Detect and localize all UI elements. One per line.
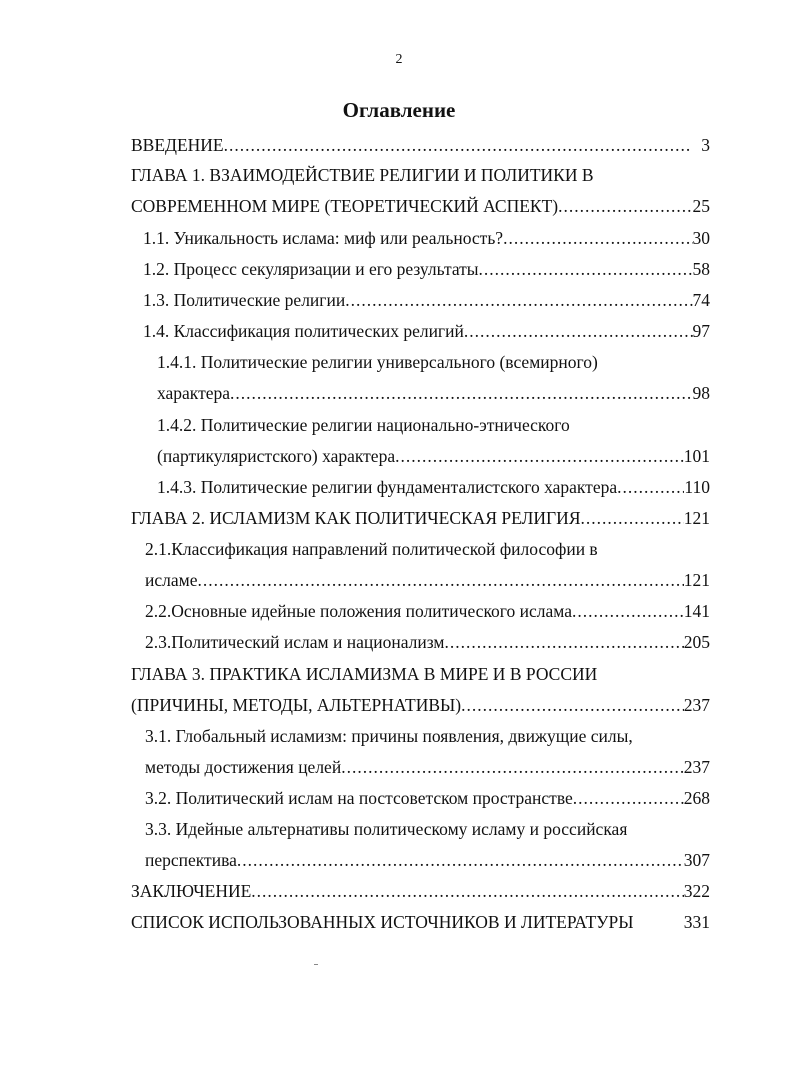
- toc-entry-page: 268: [683, 788, 710, 808]
- toc-entry-page: 121: [683, 508, 710, 528]
- toc-entry-1-4-3[interactable]: [157, 477, 710, 498]
- toc-entry-page: 74: [692, 290, 710, 310]
- toc-entry-text: 1.4.2. Политические религии национально-этнического: [157, 415, 570, 435]
- toc-entry-text: (партикуляристского) характера: [157, 446, 396, 466]
- toc-entry-text: 1.4. Классификация политических религий: [143, 321, 464, 341]
- toc-entry-1-4-2[interactable]: [157, 415, 570, 436]
- toc-entry-page: 97: [692, 321, 710, 341]
- toc-entry-conclusion[interactable]: [131, 881, 710, 902]
- leader-dots: [503, 228, 692, 249]
- toc-entry-text: ГЛАВА 1. ВЗАИМОДЕЙСТВИЕ РЕЛИГИИ И ПОЛИТИКИ В: [131, 165, 594, 185]
- toc-entry-page: 58: [692, 259, 710, 279]
- toc-entry-1-4-1-cont[interactable]: [157, 383, 710, 404]
- toc-entry-text: исламе: [145, 570, 198, 590]
- toc-entry-text: 1.3. Политические религии: [143, 290, 346, 310]
- toc-entry-page: 110: [684, 477, 710, 497]
- toc-entry-text: ГЛАВА 3. ПРАКТИКА ИСЛАМИЗМА В МИРЕ И В РОССИИ: [131, 664, 598, 684]
- toc-entry-2-3[interactable]: [145, 632, 710, 653]
- toc-entry-page: 98: [692, 383, 710, 403]
- toc-entry-3-1-cont[interactable]: [145, 757, 710, 778]
- toc-entry-1-4-2-cont[interactable]: [157, 446, 710, 467]
- toc-entry-1-1[interactable]: [143, 228, 710, 249]
- scan-speck: [314, 964, 318, 965]
- toc-entry-1-3[interactable]: [143, 290, 710, 311]
- leader-dots: [197, 570, 683, 591]
- toc-entry-text: 1.4.1. Политические религии универсального (всемирного): [157, 352, 598, 372]
- page-number: 2: [395, 52, 403, 67]
- toc-entry-text: ЗАКЛЮЧЕНИЕ: [131, 881, 252, 901]
- toc-entry-1-4[interactable]: [143, 321, 710, 342]
- toc-entry-2-1-cont[interactable]: [145, 570, 710, 591]
- toc-entry-text: (ПРИЧИНЫ, МЕТОДЫ, АЛЬТЕРНАТИВЫ): [131, 695, 462, 715]
- toc-entry-chapter-3-cont[interactable]: [131, 695, 710, 716]
- toc-entry-page: 25: [692, 196, 710, 216]
- toc-entry-text: 1.2. Процесс секуляризации и его результаты: [143, 259, 479, 279]
- leader-dots: [395, 446, 684, 467]
- toc-entry-page: 331: [683, 912, 710, 932]
- toc-title: Оглавление: [342, 98, 456, 122]
- toc-entry-text: 2.3.Политический ислам и национализм: [145, 632, 445, 652]
- toc-entry-page: 237: [683, 757, 710, 777]
- toc-entry-chapter-2[interactable]: [131, 508, 710, 529]
- toc-entry-text: характера: [157, 383, 231, 403]
- toc-entry-text: 3.3. Идейные альтернативы политическому исламу и российская: [145, 819, 628, 839]
- leader-dots: [237, 850, 684, 871]
- toc-entry-page: 141: [683, 601, 710, 621]
- toc-entry-3-3[interactable]: [145, 819, 627, 840]
- toc-entry-text: 3.2. Политический ислам на постсоветском пространстве: [145, 788, 573, 808]
- leader-dots: [251, 881, 683, 902]
- toc-entry-page: 30: [692, 228, 710, 248]
- toc-entry-3-1[interactable]: [145, 726, 633, 747]
- toc-entry-chapter-3[interactable]: [131, 664, 597, 685]
- toc-entry-text: 2.2.Основные идейные положения политического ислама: [145, 601, 573, 621]
- toc-entry-page: 3: [701, 135, 710, 155]
- toc-entry-introduction[interactable]: [131, 135, 710, 156]
- leader-dots: [444, 632, 683, 653]
- toc-entry-text: ГЛАВА 2. ИСЛАМИЗМ КАК ПОЛИТИЧЕСКАЯ РЕЛИГИЯ: [131, 508, 581, 528]
- toc-entry-references[interactable]: [131, 912, 710, 933]
- toc-entry-2-1[interactable]: [145, 539, 598, 560]
- leader-dots: [345, 290, 692, 311]
- leader-dots: [573, 788, 684, 809]
- leader-dots: [572, 601, 684, 622]
- leader-dots: [617, 477, 684, 498]
- toc-entry-text: 1.1. Уникальность ислама: миф или реальность?: [143, 228, 504, 248]
- toc-entry-page: 307: [683, 850, 710, 870]
- leader-dots: [224, 135, 692, 156]
- toc-entry-text: ВВЕДЕНИЕ: [131, 135, 224, 155]
- leader-dots: [341, 757, 684, 778]
- toc-entry-1-4-1[interactable]: [157, 352, 598, 373]
- toc-entry-page: 121: [683, 570, 710, 590]
- leader-dots: [479, 259, 693, 280]
- toc-entry-text: 3.1. Глобальный исламизм: причины появления, движущие силы,: [145, 726, 633, 746]
- toc-entry-chapter-1-cont[interactable]: [131, 196, 710, 217]
- toc-entry-3-3-cont[interactable]: [145, 850, 710, 871]
- toc-entry-1-2[interactable]: [143, 259, 710, 280]
- leader-dots: [464, 321, 693, 342]
- leader-dots: [461, 695, 684, 716]
- toc-entry-page: 237: [683, 695, 710, 715]
- toc-entry-page: 205: [683, 632, 710, 652]
- toc-entry-page: 101: [683, 446, 710, 466]
- toc-entry-text: 1.4.3. Политические религии фундаменталистского характера: [157, 477, 618, 497]
- toc-entry-text: 2.1.Классификация направлений политической философии в: [145, 539, 598, 559]
- toc-entry-text: СОВРЕМЕННОМ МИРЕ (ТЕОРЕТИЧЕСКИЙ АСПЕКТ): [131, 196, 559, 216]
- toc-entry-3-2[interactable]: [145, 788, 710, 809]
- toc-entry-text: методы достижения целей: [145, 757, 342, 777]
- toc-entry-2-2[interactable]: [145, 601, 710, 622]
- toc-entry-text: СПИСОК ИСПОЛЬЗОВАННЫХ ИСТОЧНИКОВ И ЛИТЕРАТУРЫ: [131, 912, 634, 932]
- leader-dots: [230, 383, 692, 404]
- leader-dots: [581, 508, 684, 529]
- leader-dots: [558, 196, 692, 217]
- toc-entry-chapter-1[interactable]: [131, 165, 594, 186]
- toc-entry-text: перспектива: [145, 850, 237, 870]
- toc-entry-page: 322: [683, 881, 710, 901]
